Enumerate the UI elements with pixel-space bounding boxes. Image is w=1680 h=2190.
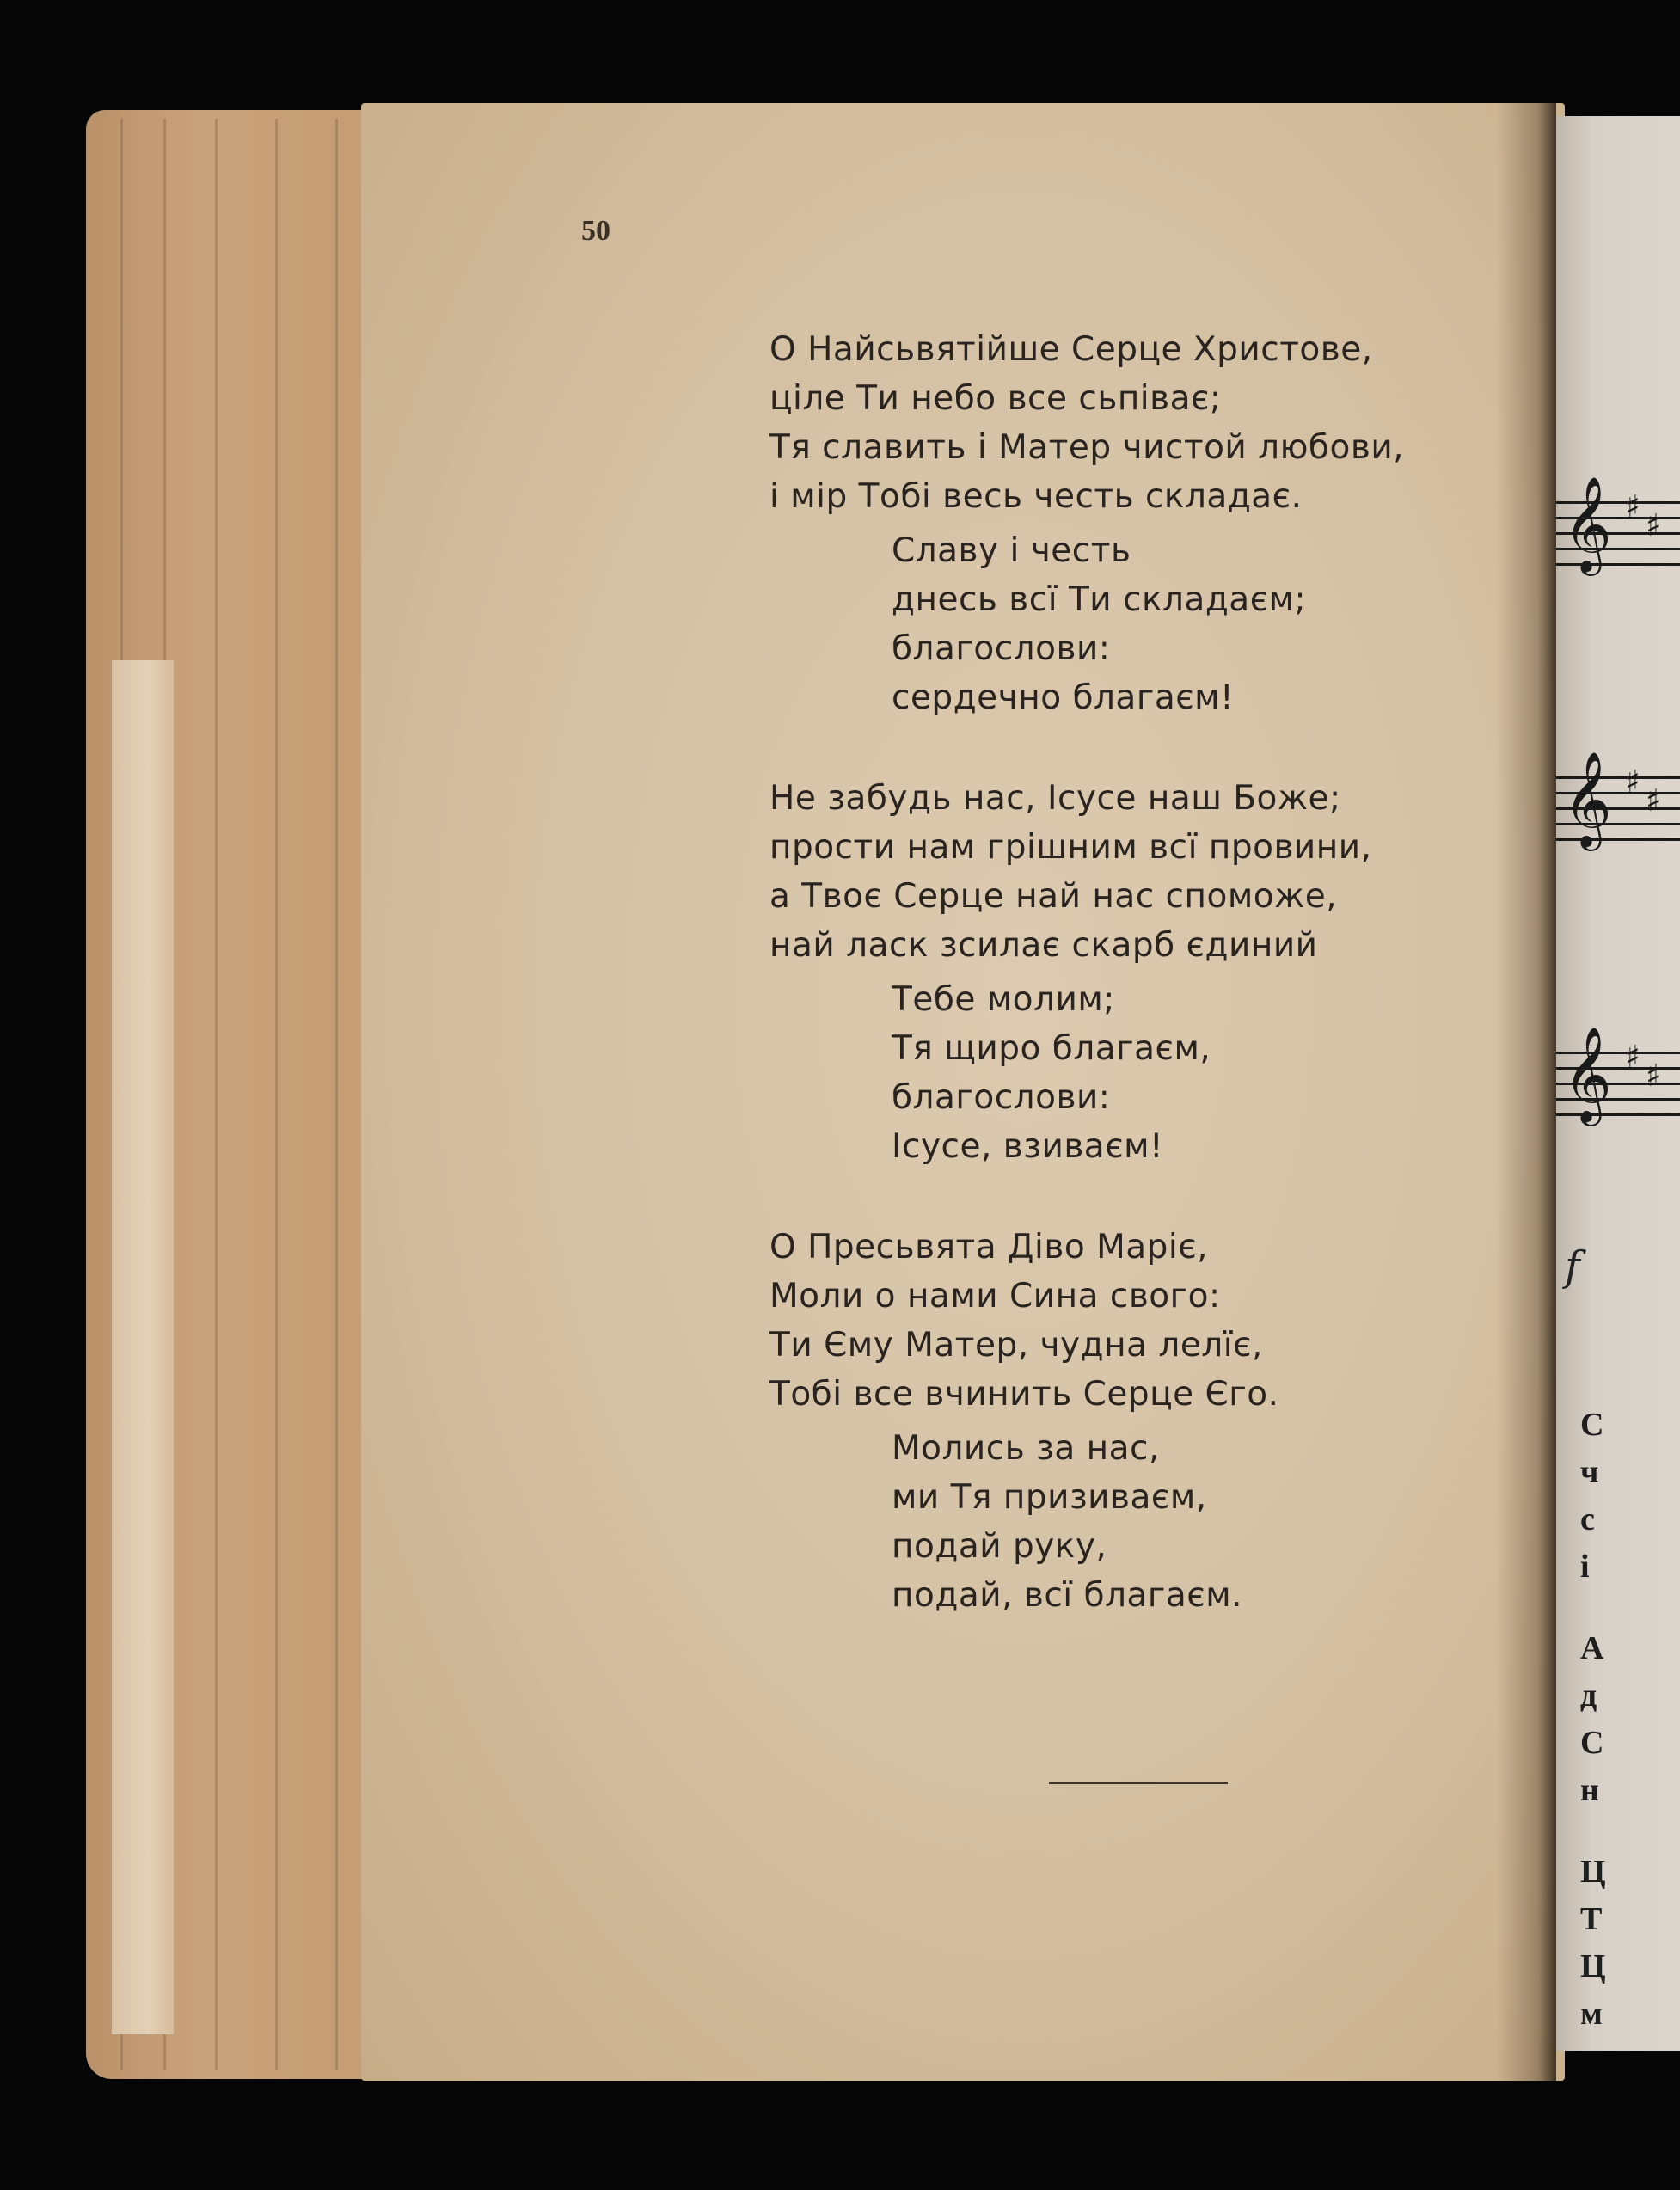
treble-clef-icon: 𝄞 — [1563, 475, 1612, 572]
verse-line: і мір Тобі весь честь складає. — [769, 477, 1303, 516]
refrain-line: ми Тя призиваєм, — [892, 1478, 1207, 1517]
refrain-line: подай, всї благаєм. — [892, 1576, 1243, 1615]
fragment-letter: А — [1580, 1630, 1604, 1666]
verse-line: Тя славить і Матер чистой любови, — [769, 428, 1405, 467]
refrain-3 — [769, 1424, 1543, 1620]
verse-line: Не забудь нас, Ісусе наш Боже; — [769, 779, 1341, 818]
stanza-2 — [769, 774, 1543, 1171]
refrain-line: Тебе молим; — [892, 980, 1115, 1019]
verse-line: Моли о нами Сина свого: — [769, 1277, 1221, 1316]
refrain-line: сердечно благаєм! — [892, 678, 1235, 717]
sharp-icon: ♯ — [1625, 489, 1640, 524]
music-staff — [1556, 475, 1680, 572]
stanza-3 — [769, 1223, 1543, 1620]
closing-rule — [1049, 1782, 1228, 1784]
verse-line: ціле Ти небо все сьпіває; — [769, 379, 1222, 418]
verse-line: прости нам грішним всї провини, — [769, 828, 1372, 867]
dynamic-forte-mark: f — [1565, 1242, 1580, 1291]
fragment-letter: Ц — [1580, 1854, 1606, 1890]
verse-line: О Найсьвятійше Серце Христове, — [769, 330, 1373, 369]
refrain-line: благослови: — [892, 629, 1111, 668]
treble-clef-icon: 𝄞 — [1563, 1026, 1612, 1122]
verse-line: Тобі все вчинить Серце Єго. — [769, 1375, 1279, 1414]
refrain-line: подай руку, — [892, 1527, 1107, 1566]
refrain-line: днесь всї Ти складаєм; — [892, 580, 1307, 619]
fragment-letter: ч — [1580, 1454, 1599, 1490]
music-staff — [1556, 1026, 1680, 1122]
sharp-icon: ♯ — [1625, 1040, 1640, 1075]
treble-clef-icon: 𝄞 — [1563, 751, 1612, 847]
fragment-letter: м — [1580, 1996, 1603, 2032]
right-page-fragment — [1556, 116, 1680, 2051]
verse-line: О Пресьвята Діво Маріє, — [769, 1228, 1209, 1267]
fragment-letter: н — [1580, 1772, 1599, 1808]
refrain-line: Ісусе, взиваєм! — [892, 1127, 1164, 1166]
fragment-letter: Т — [1580, 1901, 1603, 1937]
refrain-1 — [769, 526, 1543, 722]
verse-line: а Твоє Серце най нас споможе, — [769, 877, 1338, 916]
fragment-letter: д — [1580, 1678, 1597, 1714]
hymn-text — [769, 325, 1543, 1672]
fragment-letter: с — [1580, 1501, 1595, 1537]
fragment-letter: С — [1580, 1407, 1604, 1443]
fragment-letter: С — [1580, 1725, 1604, 1761]
sharp-icon: ♯ — [1646, 508, 1661, 543]
refrain-line: Славу і честь — [892, 531, 1131, 570]
verse-line: Ти Єму Матер, чудна лелїє, — [769, 1326, 1263, 1365]
refrain-line: благослови: — [892, 1078, 1111, 1117]
music-staff — [1556, 751, 1680, 847]
refrain-line: Тя щиро благаєм, — [892, 1029, 1211, 1068]
stanza-1 — [769, 325, 1543, 722]
pale-paper-strip — [112, 660, 174, 2034]
fragment-letter: і — [1580, 1549, 1590, 1585]
verse-line: най ласк зсилає скарб єдиний — [769, 926, 1318, 965]
page-number: 50 — [581, 215, 610, 247]
refrain-line: Молись за нас, — [892, 1429, 1160, 1468]
sharp-icon: ♯ — [1625, 764, 1640, 800]
sharp-icon: ♯ — [1646, 1058, 1661, 1094]
fragment-letter: Ц — [1580, 1948, 1606, 1984]
book-gutter — [1496, 103, 1556, 2081]
refrain-2 — [769, 975, 1543, 1171]
sharp-icon: ♯ — [1646, 783, 1661, 819]
